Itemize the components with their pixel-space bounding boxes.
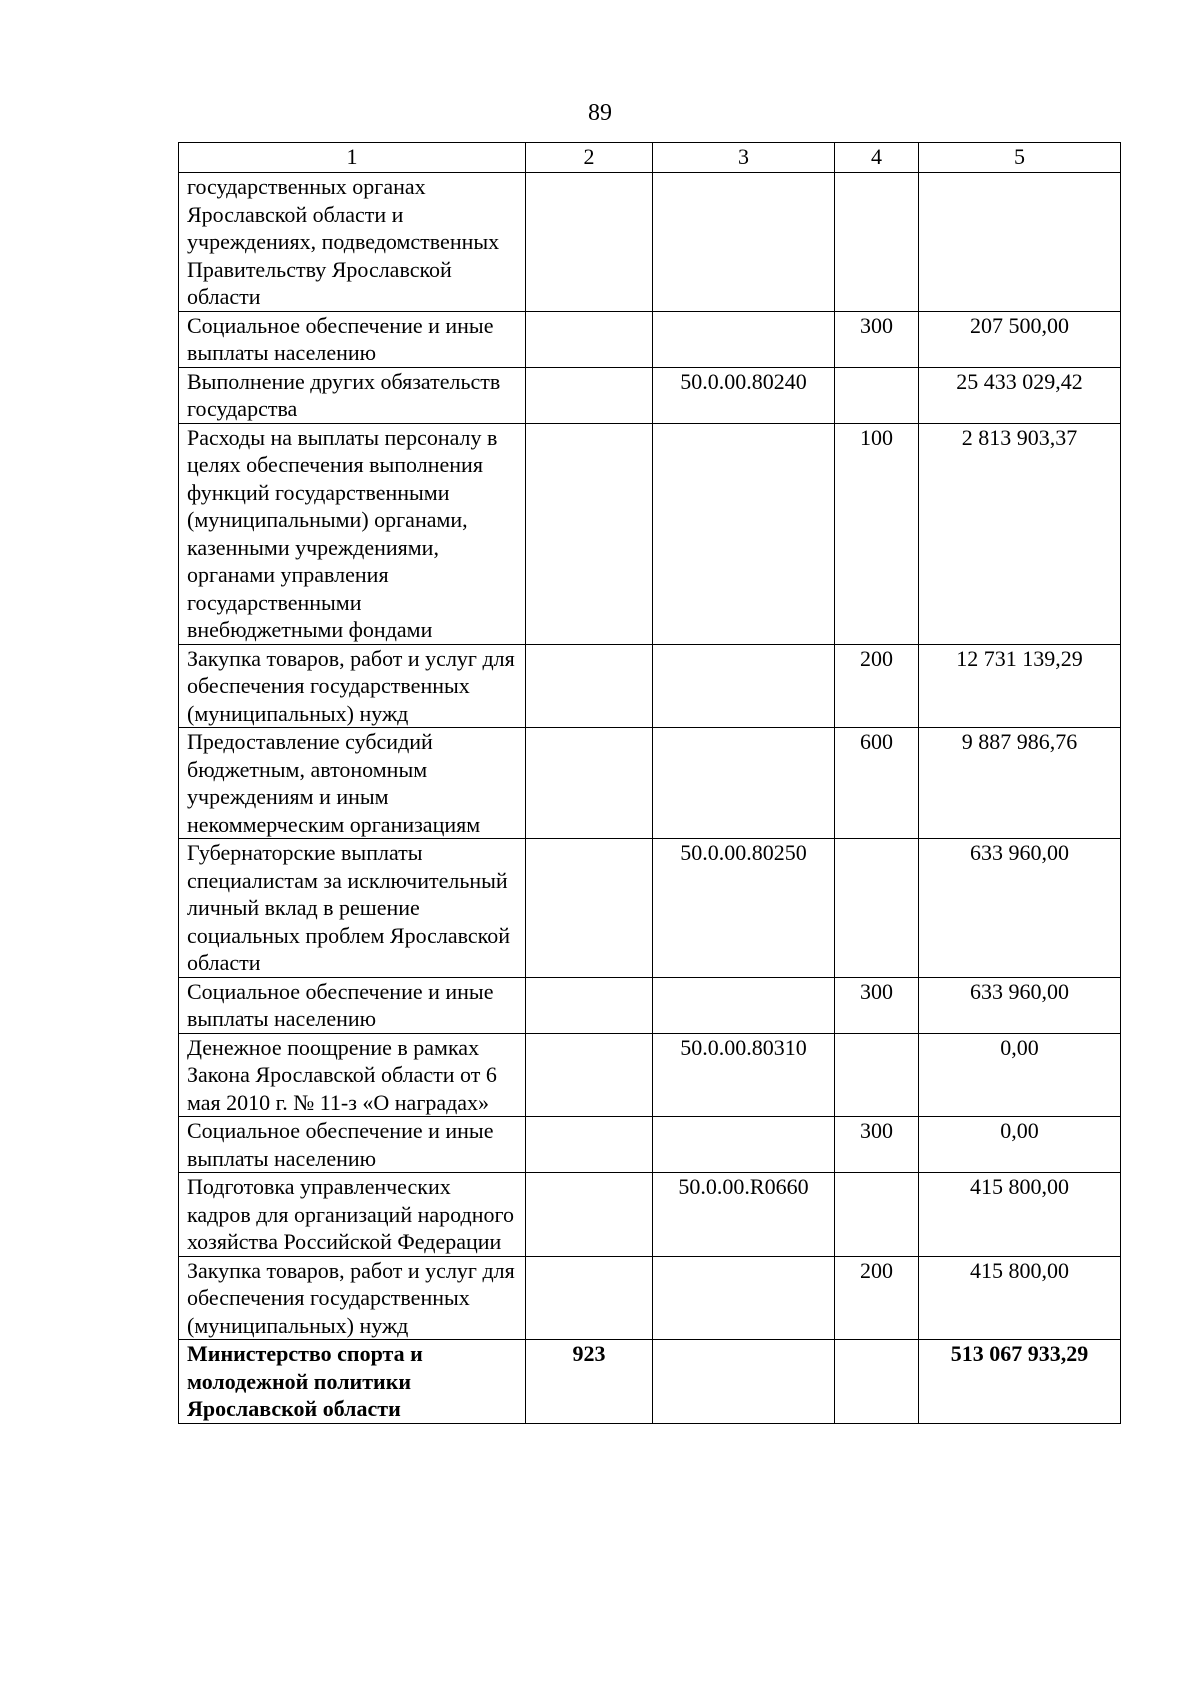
row-target-article-cell: 50.0.00.80250 [653, 839, 835, 978]
row-amount-cell: 415 800,00 [919, 1173, 1121, 1257]
row-expense-type-cell: 100 [835, 423, 919, 644]
table-row [179, 728, 1121, 839]
row-name-cell: государственных органах Ярославской области и учреждениях, подведомственных Правительству Ярославской области [179, 173, 526, 312]
row-expense-type-cell: 300 [835, 977, 919, 1033]
row-amount-cell: 25 433 029,42 [919, 367, 1121, 423]
row-expense-type-cell: 600 [835, 728, 919, 839]
row-code-cell [526, 423, 653, 644]
row-target-article-cell [653, 311, 835, 367]
row-expense-type-cell: 200 [835, 1256, 919, 1340]
row-name-cell: Закупка товаров, работ и услуг для обеспечения государственных (муниципальных) нужд [179, 1256, 526, 1340]
row-code-cell [526, 1173, 653, 1257]
row-name-cell: Социальное обеспечение и иные выплаты населению [179, 311, 526, 367]
row-expense-type-cell [835, 173, 919, 312]
row-name-cell: Социальное обеспечение и иные выплаты населению [179, 977, 526, 1033]
table-row [179, 977, 1121, 1033]
row-amount-cell: 415 800,00 [919, 1256, 1121, 1340]
table-body [179, 173, 1121, 1424]
row-name-cell: Расходы на выплаты персоналу в целях обеспечения выполнения функций государственными (муниципальными) органами, казенными учреждениями, органами управления государственными внебюджетными фондами [179, 423, 526, 644]
row-amount-cell: 12 731 139,29 [919, 644, 1121, 728]
row-name-cell: Выполнение других обязательств государства [179, 367, 526, 423]
row-code-cell [526, 1033, 653, 1117]
row-target-article-cell: 50.0.00.R0660 [653, 1173, 835, 1257]
row-target-article-cell [653, 644, 835, 728]
table-row [179, 423, 1121, 644]
row-target-article-cell [653, 977, 835, 1033]
table-row [179, 367, 1121, 423]
table-row [179, 1173, 1121, 1257]
table-row [179, 1256, 1121, 1340]
row-amount-cell [919, 173, 1121, 312]
table-row [179, 1340, 1121, 1424]
row-code-cell [526, 173, 653, 312]
row-expense-type-cell [835, 839, 919, 978]
row-expense-type-cell [835, 1173, 919, 1257]
row-name-cell: Денежное поощрение в рамках Закона Ярославской области от 6 мая 2010 г. № 11-з «О наградах» [179, 1033, 526, 1117]
table-header-row [179, 143, 1121, 173]
row-code-cell [526, 839, 653, 978]
row-code-cell [526, 728, 653, 839]
page-number: 89 [588, 100, 612, 126]
row-code-cell [526, 367, 653, 423]
row-target-article-cell [653, 1340, 835, 1424]
row-target-article-cell: 50.0.00.80310 [653, 1033, 835, 1117]
row-expense-type-cell: 300 [835, 1117, 919, 1173]
row-target-article-cell [653, 423, 835, 644]
row-code-cell [526, 1117, 653, 1173]
table-row [179, 839, 1121, 978]
row-code-cell [526, 644, 653, 728]
row-name-cell: Губернаторские выплаты специалистам за исключительный личный вклад в решение социальных проблем Ярославской области [179, 839, 526, 978]
row-name-cell: Подготовка управленческих кадров для организаций народного хозяйства Российской Федерации [179, 1173, 526, 1257]
column-header: 2 [526, 143, 653, 173]
row-amount-cell: 0,00 [919, 1033, 1121, 1117]
row-name-cell: Министерство спорта и молодежной политики Ярославской области [179, 1340, 526, 1424]
column-header: 3 [653, 143, 835, 173]
table-row [179, 173, 1121, 312]
row-amount-cell: 207 500,00 [919, 311, 1121, 367]
row-expense-type-cell [835, 367, 919, 423]
table-row [179, 1033, 1121, 1117]
row-target-article-cell [653, 728, 835, 839]
column-header: 1 [179, 143, 526, 173]
row-target-article-cell [653, 1256, 835, 1340]
row-target-article-cell [653, 1117, 835, 1173]
budget-table [178, 142, 1121, 1424]
row-amount-cell: 513 067 933,29 [919, 1340, 1121, 1424]
table-row [179, 311, 1121, 367]
row-code-cell [526, 1256, 653, 1340]
table-row [179, 644, 1121, 728]
row-amount-cell: 0,00 [919, 1117, 1121, 1173]
row-expense-type-cell [835, 1033, 919, 1117]
row-expense-type-cell: 200 [835, 644, 919, 728]
column-header: 5 [919, 143, 1121, 173]
row-target-article-cell: 50.0.00.80240 [653, 367, 835, 423]
row-name-cell: Предоставление субсидий бюджетным, автономным учреждениям и иным некоммерческим организациям [179, 728, 526, 839]
row-amount-cell: 633 960,00 [919, 839, 1121, 978]
row-code-cell [526, 311, 653, 367]
row-expense-type-cell: 300 [835, 311, 919, 367]
column-header: 4 [835, 143, 919, 173]
row-code-cell: 923 [526, 1340, 653, 1424]
row-amount-cell: 9 887 986,76 [919, 728, 1121, 839]
row-expense-type-cell [835, 1340, 919, 1424]
row-amount-cell: 2 813 903,37 [919, 423, 1121, 644]
row-code-cell [526, 977, 653, 1033]
row-name-cell: Социальное обеспечение и иные выплаты населению [179, 1117, 526, 1173]
row-target-article-cell [653, 173, 835, 312]
row-amount-cell: 633 960,00 [919, 977, 1121, 1033]
table-row [179, 1117, 1121, 1173]
row-name-cell: Закупка товаров, работ и услуг для обеспечения государственных (муниципальных) нужд [179, 644, 526, 728]
